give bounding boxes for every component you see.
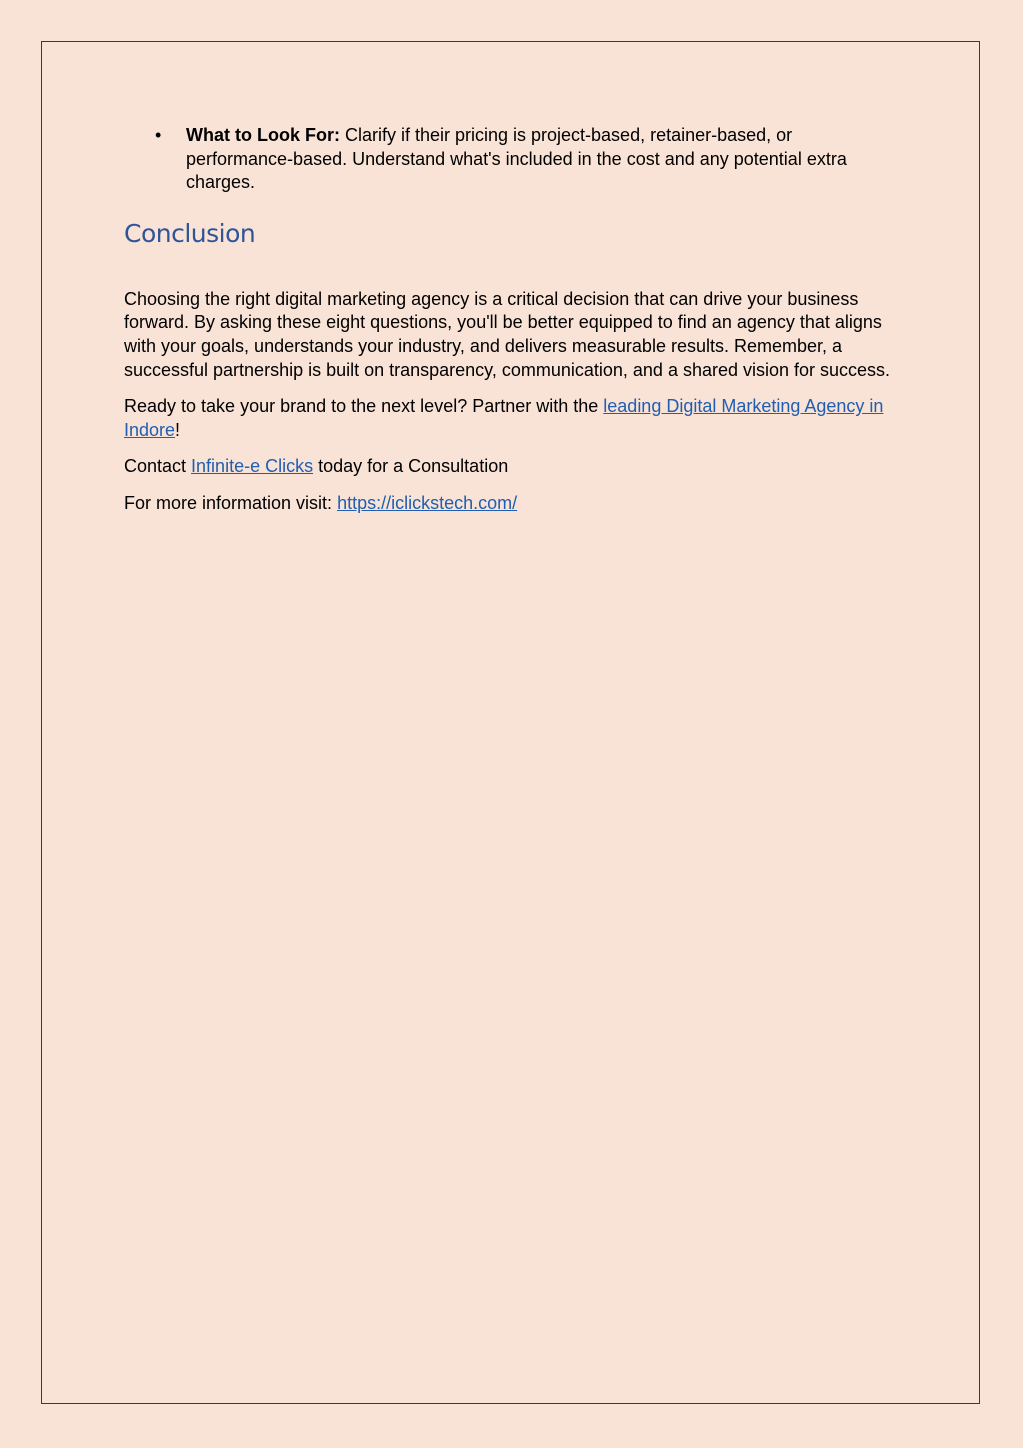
bullet-dot-icon: • xyxy=(155,125,162,145)
more-info-label: For more information visit: xyxy=(124,492,338,513)
contact-text-after: today for a Consultation xyxy=(313,456,509,477)
contact-paragraph xyxy=(124,455,904,479)
list-item xyxy=(124,124,904,195)
more-info-paragraph xyxy=(124,492,904,516)
bullet-list xyxy=(124,124,904,195)
conclusion-heading: Conclusion xyxy=(124,218,256,248)
agency-link[interactable]: leading Digital Marketing Agency in Indore xyxy=(124,396,884,440)
website-link[interactable]: https://iclickstech.com/ xyxy=(337,492,518,513)
infinite-e-clicks-link[interactable]: Infinite-e Clicks xyxy=(191,456,314,477)
bullet-strong-label: What to Look For: xyxy=(186,125,340,145)
cta-paragraph xyxy=(124,395,904,442)
cta-text-before: Ready to take your brand to the next level? Partner with the xyxy=(124,396,604,417)
document-content xyxy=(124,124,904,516)
contact-text-before: Contact xyxy=(124,456,192,477)
cta-text-after: ! xyxy=(175,419,181,440)
conclusion-paragraph: Choosing the right digital marketing agency is a critical decision that can drive your business forward. By asking these eight questions, you'll be better equipped to find an agency that aligns with your goals, understands your industry, and delivers measurable results. Remember, a successful partnership is built on transparency, communication, and a shared vision for success. xyxy=(124,288,891,380)
bullet-text: Clarify if their pricing is project-based, retainer-based, or performance-based. Understand what's included in the cost and any potential extra charges. xyxy=(186,125,847,193)
